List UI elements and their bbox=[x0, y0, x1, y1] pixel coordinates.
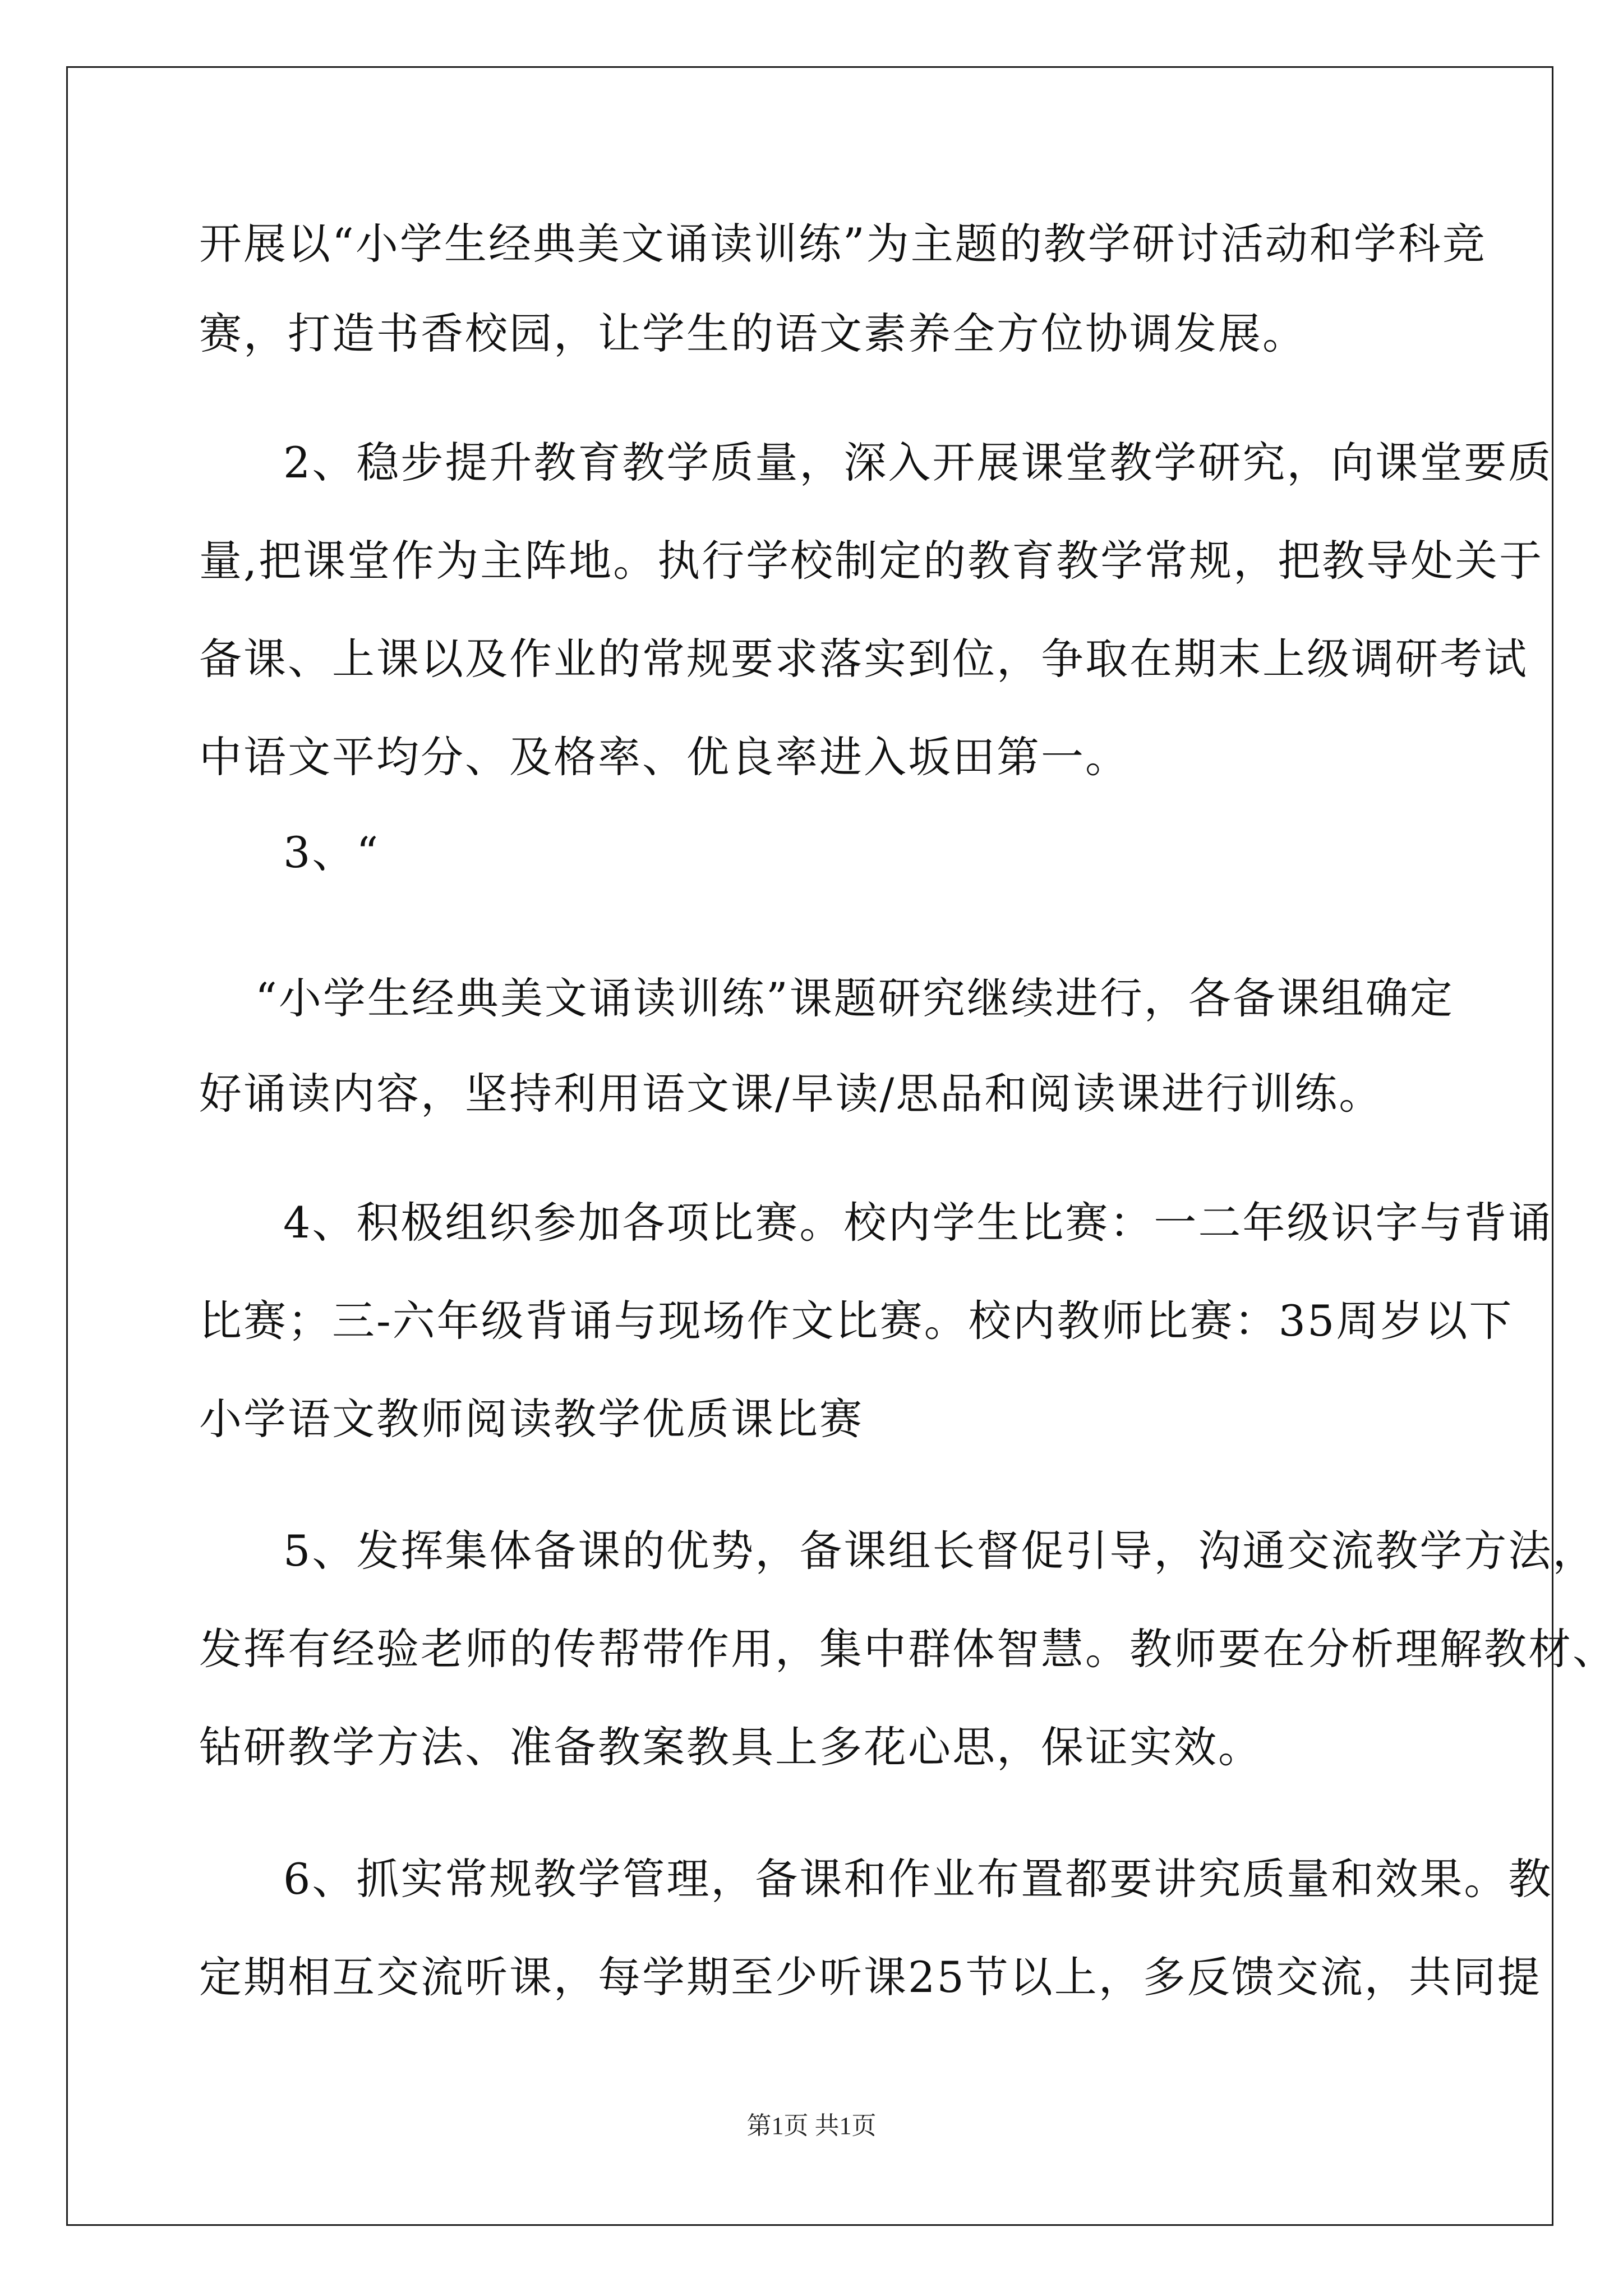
text-line: 比赛；三-六年级背诵与现场作文比赛。校内教师比赛：35周岁以下 bbox=[199, 1296, 1514, 1346]
text-line: “小学生经典美文诵读训练”课题研究继续进行，各备课组确定 bbox=[255, 973, 1454, 1023]
text-line: 定期相互交流听课，每学期至少听课25节以上，多反馈交流，共同提 bbox=[199, 1952, 1542, 2002]
text-line: 开展以“小学生经典美文诵读训练”为主题的教学研讨活动和学科竞 bbox=[199, 219, 1487, 269]
text-line: 中语文平均分、及格率、优良率进入坂田第一。 bbox=[199, 732, 1129, 782]
text-line: 好诵读内容，坚持利用语文课/早读/思品和阅读课进行训练。 bbox=[199, 1069, 1384, 1119]
text-line: 5、发挥集体备课的优势，备课组长督促引导，沟通交流教学方法， bbox=[283, 1526, 1597, 1576]
text-line: 钻研教学方法、准备教案教具上多花心思，保证实效。 bbox=[199, 1722, 1262, 1772]
page-footer: 第1页 共1页 bbox=[746, 2112, 877, 2139]
text-line: 6、抓实常规教学管理，备课和作业布置都要讲究质量和效果。教 bbox=[283, 1854, 1553, 1904]
text-line: 赛，打造书香校园，让学生的语文素养全方位协调发展。 bbox=[199, 309, 1307, 358]
text-line: 3、“ bbox=[283, 827, 380, 877]
text-line: 发挥有经验老师的传帮带作用，集中群体智慧。教师要在分析理解教材、 bbox=[199, 1624, 1617, 1674]
text-line: 2、稳步提升教育教学质量，深入开展课堂教学研究，向课堂要质 bbox=[283, 438, 1553, 487]
text-line: 小学语文教师阅读教学优质课比赛 bbox=[199, 1394, 864, 1444]
text-line: 量,把课堂作为主阵地。执行学校制定的教育教学常规，把教导处关于 bbox=[199, 536, 1544, 586]
text-line: 4、积极组织参加各项比赛。校内学生比赛：一二年级识字与背诵 bbox=[283, 1198, 1553, 1248]
text-line: 备课、上课以及作业的常规要求落实到位，争取在期末上级调研考试 bbox=[199, 634, 1528, 684]
